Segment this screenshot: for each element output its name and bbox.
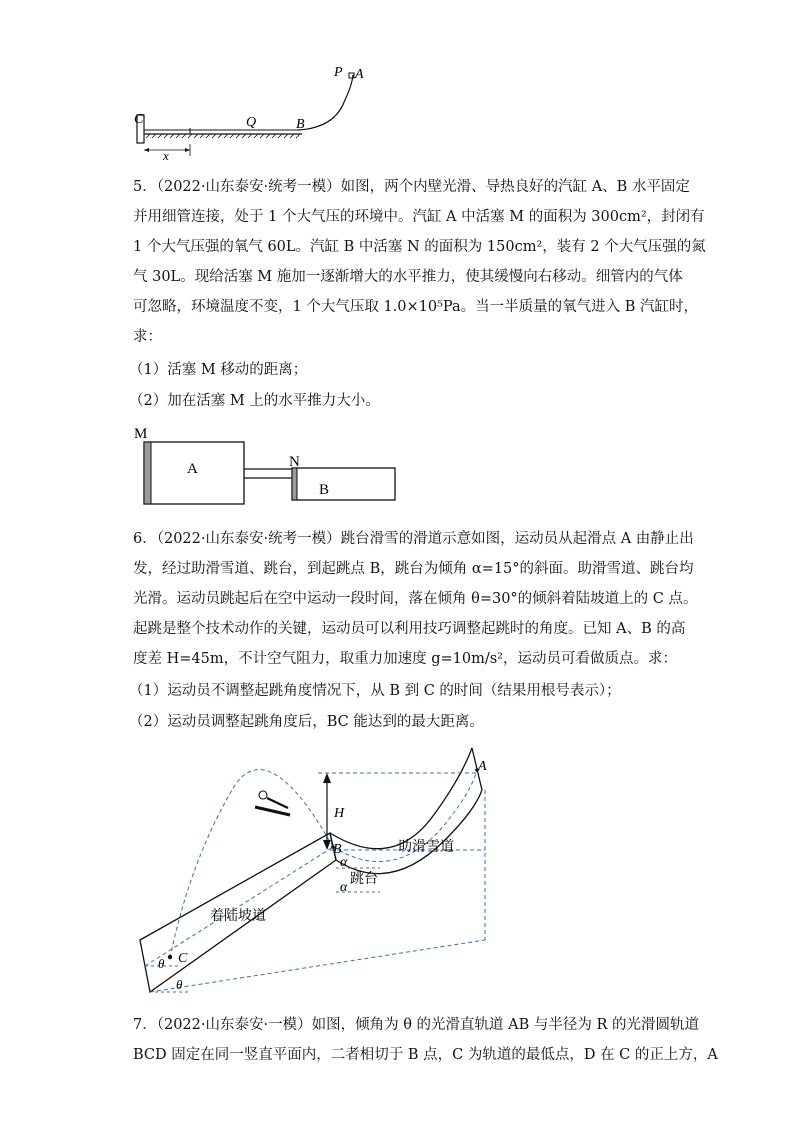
label-alpha-2: α [340,880,348,895]
label-C-ski: C [178,951,188,966]
label-C: C [134,112,144,127]
label-theta-2: θ [176,977,183,992]
label-P: P [334,65,343,80]
label-A: A [355,67,364,82]
q5-line-1: 5．（2022·山东泰安·统考一模）如图，两个内壁光滑、导热良好的汽缸 A、B 水平固定 [133,179,690,195]
label-B: B [296,117,305,132]
label-alpha-1: α [340,855,348,870]
label-N: N [289,454,300,470]
q6-sub-1: （1）运动员不调整起跳角度情况下，从 B 到 C 的时间（结果用根号表示）； [129,683,621,699]
label-H: H [334,806,345,821]
q5-line-5: 可忽略，环境温度不变，1 个大气压取 1.0×10⁵Pa。当一半质量的氧气进入 B 汽缸时， [133,299,699,315]
q6-line-4: 起跳是整个技术动作的关键，运动员可以利用技巧调整起跳时的角度。已知 A、B 的高 [133,621,686,637]
cylinder-figure [132,420,402,510]
label-zhuhua: 助滑雪道 [398,840,454,855]
skier-icon [255,791,290,815]
q6-line-1: 6．（2022·山东泰安·统考一模）跳台滑雪的滑道示意如图，运动员从起滑点 A 由静止出 [133,531,694,547]
ski-jump-figure [130,740,500,1005]
label-M: M [134,426,148,442]
label-A-cyl: A [187,461,198,477]
label-tiaotai: 跳台 [350,872,378,887]
q6-line-5: 度差 H=45m，不计空气阻力，取重力加速度 g=10m/s²，运动员可看做质点。求： [133,651,677,667]
q6-line-2: 发，经过助滑雪道、跳台，到起跳点 B，跳台为倾角 α=15°的斜面。助滑雪道、跳台均 [133,561,694,577]
q5-sub-2: （2）加在活塞 M 上的水平推力大小。 [129,393,380,409]
label-B-ski: B [333,842,342,857]
q7-line-1: 7．（2022·山东泰安·一模）如图，倾角为 θ 的光滑直轨道 AB 与半径为 R 的光滑圆轨道 [133,1017,700,1033]
q5-line-4: 气 30L。现给活塞 M 施加一逐渐增大的水平推力，使其缓慢向右移动。细管内的气体 [133,269,683,285]
track-figure [130,60,370,165]
q5-line-3: 1 个大气压强的氧气 60L。汽缸 B 中活塞 N 的面积为 150cm²，装有 2 个大气压强的氮 [133,239,706,255]
q5-line-6: 求： [133,329,162,345]
q6-sub-2: （2）运动员调整起跳角度后，BC 能达到的最大距离。 [129,714,484,730]
label-Q: Q [246,115,257,130]
label-B-cyl: B [319,482,330,498]
q5-sub-1: （1）活塞 M 移动的距离； [129,362,308,378]
label-x: x [163,148,169,163]
label-theta-1: θ [158,956,165,971]
label-A-ski: A [478,759,487,774]
label-zhuolu: 着陆坡道 [210,909,266,924]
q5-line-2: 并用细管连接，处于 1 个大气压的环境中。汽缸 A 中活塞 M 的面积为 300cm²，封闭有 [133,209,705,225]
q6-line-3: 光滑。运动员跳起后在空中运动一段时间，落在倾角 θ=30°的倾斜着陆坡道上的 C 点。 [133,591,698,607]
q7-line-2: BCD 固定在同一竖直平面内，二者相切于 B 点，C 为轨道的最低点，D 在 C 的正上方，A [133,1047,718,1063]
